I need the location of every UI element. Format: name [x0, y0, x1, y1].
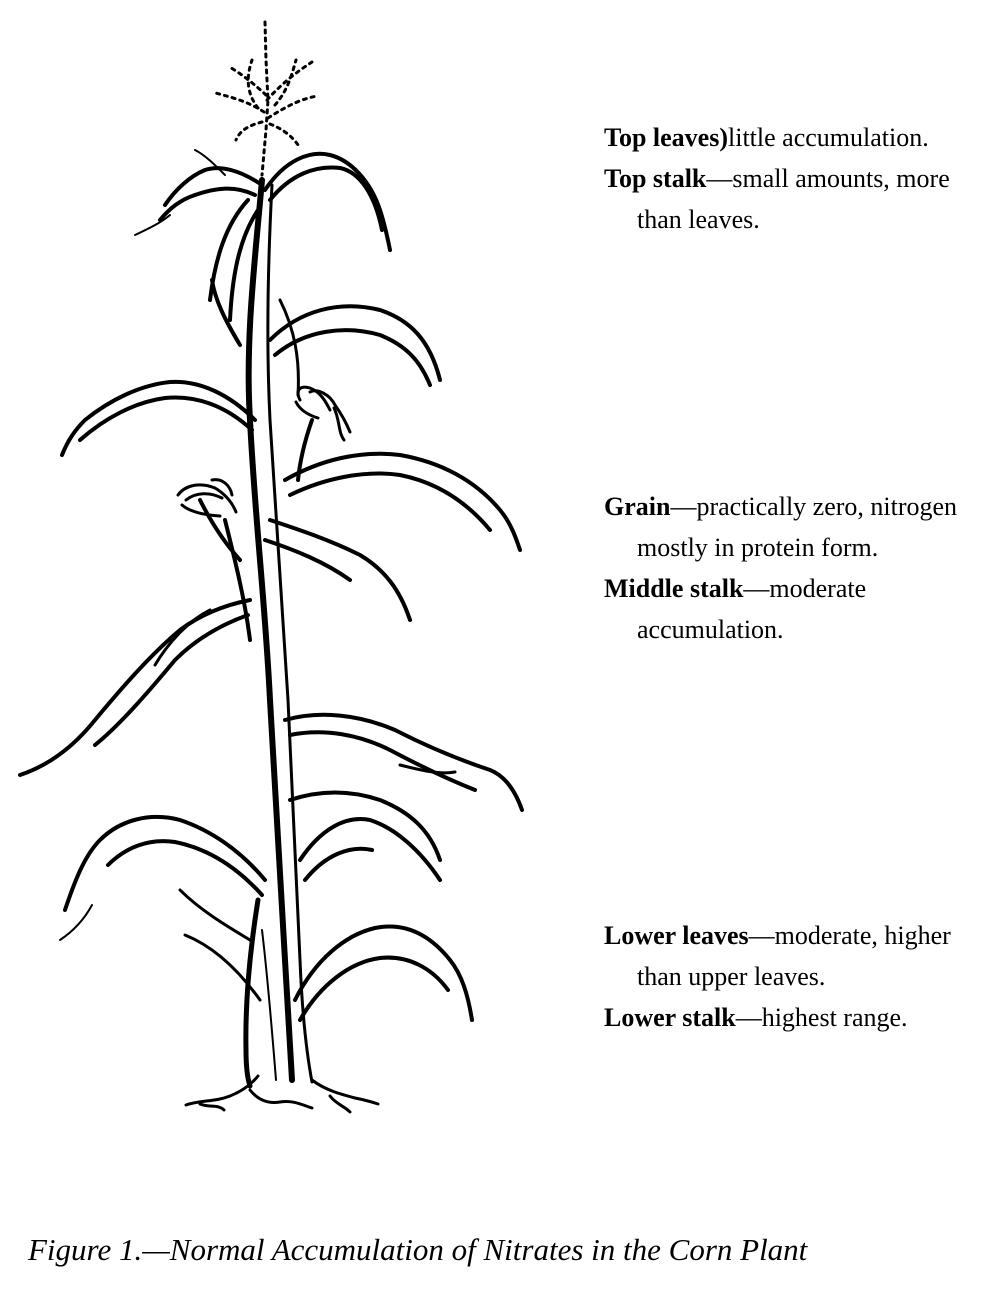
- lower-stalk-term: Lower stalk: [604, 1003, 736, 1032]
- lower-leaves: [60, 817, 472, 1020]
- middle-stalk-text: —moderate accumulation.: [637, 574, 867, 644]
- lower-leaves-note: [604, 915, 999, 997]
- roots: [186, 1076, 378, 1112]
- top-stalk-text: —small amounts, more than leaves.: [637, 164, 950, 234]
- upper-ear: [296, 387, 350, 480]
- top-leaves-text: little accumulation.: [728, 123, 929, 152]
- grain-text: —practically zero, nitrogen mostly in protein form.: [637, 492, 958, 562]
- grain-term: Grain: [604, 492, 671, 521]
- corn-plant-illustration: [0, 0, 560, 1130]
- top-leaves-term: Top leaves): [604, 123, 728, 152]
- lower-annotation: [604, 915, 999, 1038]
- figure-caption: Figure 1.—Normal Accumulation of Nitrates in the Corn Plant: [28, 1232, 808, 1267]
- lower-stalk-note: [604, 997, 999, 1038]
- middle-annotation: [604, 486, 999, 650]
- top-leaves-note: [604, 117, 999, 158]
- middle-stalk-term: Middle stalk: [604, 574, 744, 603]
- top-stalk-term: Top stalk: [604, 164, 707, 193]
- lower-leaves-term: Lower leaves: [604, 921, 749, 950]
- lower-leaves-text: —moderate, higher than upper leaves.: [637, 921, 951, 991]
- tassel: [212, 22, 318, 175]
- top-annotation: [604, 117, 999, 240]
- top-stalk-note: [604, 158, 999, 240]
- grain-note: [604, 486, 999, 568]
- middle-stalk-note: [604, 568, 999, 650]
- lower-stalk-text: —highest range.: [735, 1003, 908, 1032]
